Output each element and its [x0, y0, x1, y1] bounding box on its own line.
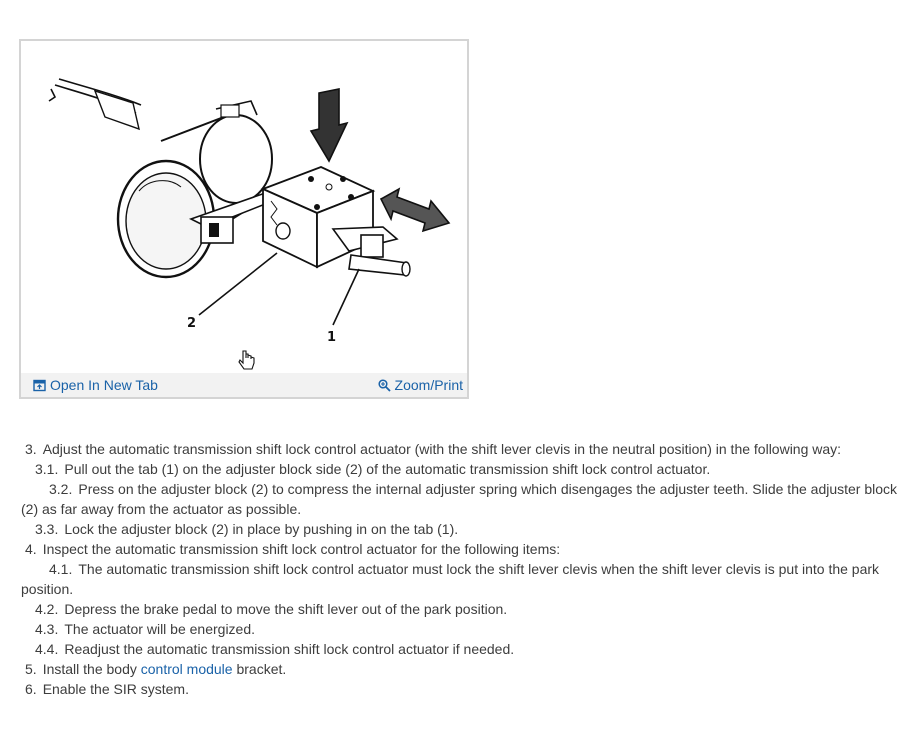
step-4-1: 4.1. The automatic transmission shift lock control actuator must lock the shift lever clevis when the shift lever clevis is put into the park position.: [21, 561, 880, 597]
figure-container: [19, 39, 469, 399]
step-5: 5. Install the body control module bracket.: [25, 661, 287, 677]
figure-toolbar: [21, 373, 467, 397]
step-4-4: 4.4. Readjust the automatic transmission shift lock control actuator if needed.: [35, 641, 515, 657]
step-4-2: 4.2. Depress the brake pedal to move the shift lever out of the park position.: [35, 601, 508, 617]
step-3-1: 3.1. Pull out the tab (1) on the adjuster block side (2) of the automatic transmission shift lock control actuator.: [35, 461, 711, 477]
step-3-3: 3.3. Lock the adjuster block (2) in place by pushing in on the tab (1).: [35, 521, 459, 537]
step-4-3: 4.3. The actuator will be energized.: [35, 621, 256, 637]
control-module-link[interactable]: control module: [140, 661, 233, 677]
shift-lock-actuator-illustration[interactable]: [21, 41, 467, 375]
open-in-new-tab-button[interactable]: [33, 377, 158, 393]
zoom-icon: [378, 379, 391, 392]
open-new-tab-icon: [33, 379, 46, 392]
callout-1-label: 1: [327, 330, 337, 345]
hand-cursor-icon: [239, 351, 254, 369]
step-4: 4. Inspect the automatic transmission shift lock control actuator for the following items:: [25, 541, 561, 557]
procedure-steps: [21, 439, 903, 699]
step-3: 3. Adjust the automatic transmission shift lock control actuator (with the shift lever clevis in the neutral position) in the following way:: [25, 441, 842, 457]
step-3-2: 3.2. Press on the adjuster block (2) to compress the internal adjuster spring which disengages the adjuster teeth. Slide the adjuster block (2) as far away from the actuator as possible.: [21, 481, 898, 517]
zoom-print-button[interactable]: [378, 377, 463, 393]
zoom-print-label: Zoom/Print: [394, 377, 463, 393]
open-in-new-tab-label: Open In New Tab: [50, 377, 158, 393]
step-6: 6. Enable the SIR system.: [25, 681, 189, 697]
callout-2-label: 2: [187, 316, 197, 331]
